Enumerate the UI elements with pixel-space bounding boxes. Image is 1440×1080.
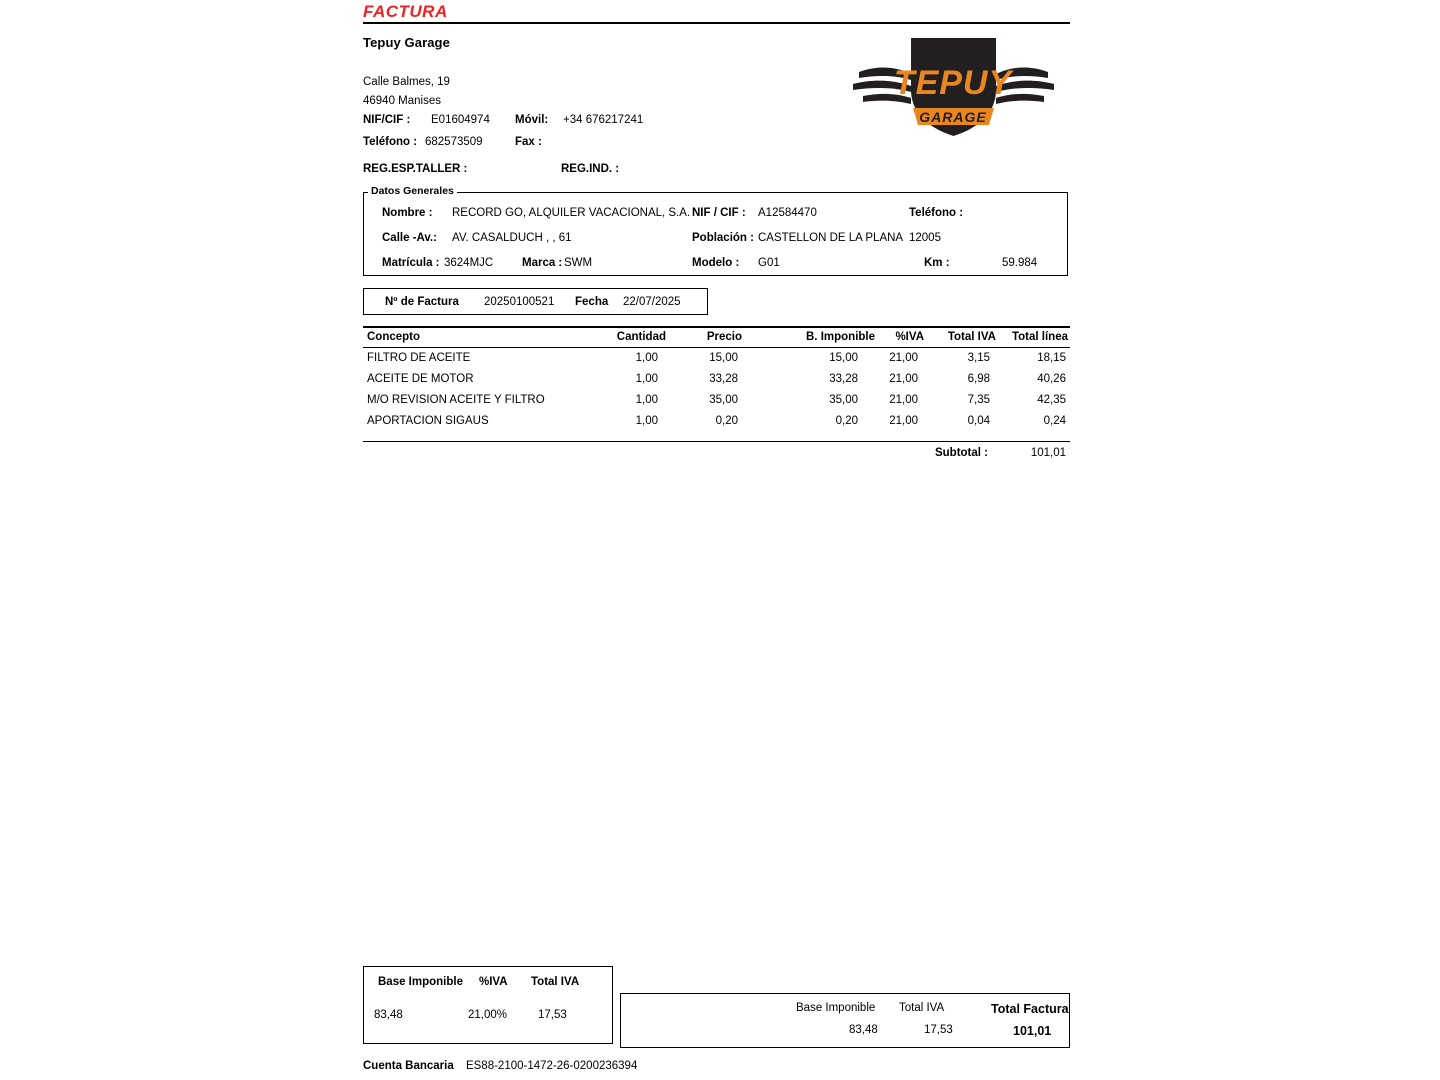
company-telefono-label: Teléfono : [363,136,418,148]
totals-box [620,993,1070,1048]
cell-total-iva: 3,15 [967,352,990,364]
subtotal-value: 101,01 [1030,447,1066,459]
cell-total-linea: 42,35 [1037,394,1066,406]
matricula-label: Matrícula : [382,257,440,269]
header-divider [363,22,1070,24]
reg-esp-taller-label: REG.ESP.TALLER : [363,163,468,175]
cell-cantidad: 1,00 [635,415,658,427]
cell-precio: 33,28 [709,373,738,385]
invoice-number-value: 20250100521 [484,296,555,308]
header-cantidad: Cantidad [616,331,666,343]
cell-iva: 21,00 [889,352,918,364]
nombre-value: RECORD GO, ALQUILER VACACIONAL, S.A. [452,207,691,219]
datos-row-nombre [364,207,1067,232]
header-concepto: Concepto [367,331,421,343]
cell-base: 15,00 [829,352,858,364]
svg-text:TEPUY: TEPUY [893,64,1013,102]
cell-cantidad: 1,00 [635,352,658,364]
cell-base: 35,00 [829,394,858,406]
cell-cantidad: 1,00 [635,373,658,385]
tax-total-iva-label: Total IVA [531,976,580,988]
marca-value: SWM [564,257,593,269]
invoice-title: FACTURA [363,2,448,21]
cell-total-iva: 0,04 [967,415,990,427]
km-label: Km : [924,257,950,269]
company-address-line2: 46940 Manises [363,95,441,107]
header-precio: Precio [706,331,742,343]
km-value: 59.984 [1002,257,1038,269]
invoice-body [363,0,1070,466]
datos-row-calle [364,232,1067,257]
company-fax-label: Fax : [515,136,542,148]
datos-row-vehiculo [364,257,1067,282]
matricula-value: 3624MJC [444,257,494,269]
cell-iva: 21,00 [889,394,918,406]
invoice-number-box [363,288,708,315]
cell-precio: 35,00 [709,394,738,406]
cell-base: 33,28 [829,373,858,385]
cell-precio: 15,00 [709,352,738,364]
cell-total-linea: 18,15 [1037,352,1066,364]
company-address-line1: Calle Balmes, 19 [363,76,450,88]
cell-cantidad: 1,00 [635,394,658,406]
company-telefono-value: 682573509 [425,136,483,148]
header-total-iva: Total IVA [947,331,996,343]
cliente-nif-label: NIF / CIF : [692,207,746,219]
calle-value: AV. CASALDUCH , , 61 [452,232,572,244]
tepuy-garage-logo [851,28,1056,143]
table-row [363,390,1070,411]
company-nif-label: NIF/CIF : [363,114,411,126]
subtotal-label: Subtotal : [934,447,988,459]
invoice-date-label: Fecha [575,296,609,308]
header-porcentaje-iva: %IVA [895,331,924,343]
cell-total-linea: 0,24 [1043,415,1066,427]
totals-base-label: Base Imponible [796,1002,876,1014]
tax-summary-box [363,966,613,1044]
lines-table [363,326,1070,466]
marca-label: Marca : [522,257,563,269]
cliente-nif-value: A12584470 [758,207,817,219]
cell-total-iva: 6,98 [967,373,990,385]
poblacion-label: Población : [692,232,754,244]
cell-concepto: M/O REVISION ACEITE Y FILTRO [367,394,545,406]
company-movil-label: Móvil: [515,114,549,126]
bank-account-label: Cuenta Bancaria [363,1060,454,1072]
cell-precio: 0,20 [715,415,738,427]
subtotal-row [363,441,1070,466]
totals-iva-label: Total IVA [899,1002,945,1014]
company-movil-value: +34 676217241 [563,114,644,126]
svg-text:GARAGE: GARAGE [919,109,987,125]
totals-factura-value: 101,01 [1013,1024,1052,1038]
cliente-telefono-label: Teléfono : [909,207,964,219]
cell-iva: 21,00 [889,415,918,427]
totals-iva-value: 17,53 [924,1024,953,1036]
modelo-value: G01 [758,257,780,269]
nombre-label: Nombre : [382,207,433,219]
cp-value: 12005 [909,232,941,244]
poblacion-value: CASTELLON DE LA PLANA [758,232,904,244]
cell-concepto: APORTACION SIGAUS [367,415,489,427]
tax-iva-value: 21,00% [468,1009,508,1021]
datos-generales-box [363,185,1068,276]
table-row [363,369,1070,390]
invoice-number-label: Nº de Factura [385,296,459,308]
header-base-imponible: B. Imponible [806,331,875,343]
tax-total-iva-value: 17,53 [538,1009,567,1021]
lines-table-header [363,326,1070,348]
cell-iva: 21,00 [889,373,918,385]
cell-concepto: FILTRO DE ACEITE [367,352,471,364]
cell-base: 0,20 [835,415,858,427]
cell-concepto: ACEITE DE MOTOR [367,373,474,385]
tax-base-label: Base Imponible [378,976,463,988]
header-total-linea: Total línea [1011,331,1068,343]
table-row [363,411,1070,432]
cell-total-iva: 7,35 [967,394,990,406]
invoice-date-value: 22/07/2025 [623,296,681,308]
tax-iva-label: %IVA [479,976,508,988]
bank-account-row [363,1060,637,1072]
table-row [363,348,1070,369]
company-registration-row [363,163,1070,183]
bank-account-value: ES88-2100-1472-26-0200236394 [465,1060,638,1072]
modelo-label: Modelo : [692,257,740,269]
tax-base-value: 83,48 [374,1009,403,1021]
datos-generales-legend: Datos Generales [368,185,457,197]
calle-label: Calle -Av.: [382,232,437,244]
reg-ind-label: REG.IND. : [561,163,620,175]
company-nif-value: E01604974 [431,114,490,126]
cell-total-linea: 40,26 [1037,373,1066,385]
company-name: Tepuy Garage [363,35,450,50]
totals-factura-label: Total Factura [991,1002,1069,1016]
totals-base-value: 83,48 [849,1024,878,1036]
